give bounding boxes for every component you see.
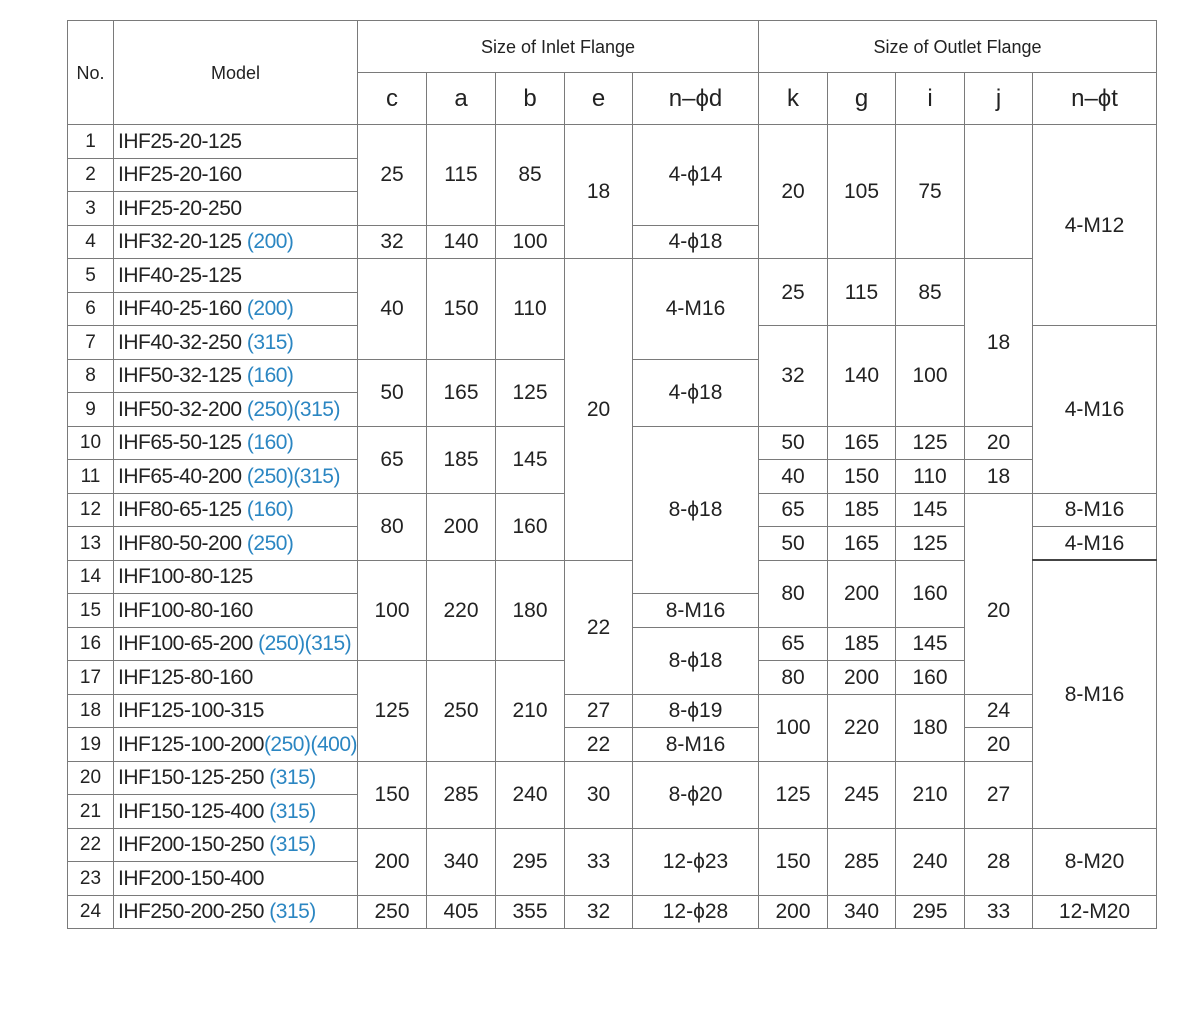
cell-j xyxy=(965,493,1033,527)
cell-k: 80 xyxy=(759,661,828,695)
header-i: i xyxy=(896,73,965,125)
row-number: 1 xyxy=(68,125,114,159)
model-variant: (250)(400) xyxy=(263,732,357,756)
model-base: IHF150-125-250 xyxy=(118,766,270,790)
model-cell xyxy=(114,125,358,159)
cell-g: 185 xyxy=(828,493,896,527)
cell-j: 28 xyxy=(965,828,1033,895)
cell-k: 50 xyxy=(759,527,828,561)
model-cell xyxy=(114,661,358,695)
row-number: 18 xyxy=(68,694,114,728)
cell-k: 65 xyxy=(759,493,828,527)
row-number: 14 xyxy=(68,560,114,594)
cell-i: 110 xyxy=(896,460,965,494)
model-cell xyxy=(114,862,358,896)
row-number: 22 xyxy=(68,828,114,862)
cell-g: 285 xyxy=(828,828,896,895)
model-base: IHF125-100-315 xyxy=(118,699,264,723)
row-number: 7 xyxy=(68,326,114,360)
cell-nd: 4-ϕ14 xyxy=(633,125,759,226)
row-number: 16 xyxy=(68,627,114,661)
header-inlet-flange: Size of Inlet Flange xyxy=(358,21,759,73)
row-number: 17 xyxy=(68,661,114,695)
model-cell xyxy=(114,192,358,226)
cell-i: 100 xyxy=(896,326,965,427)
header-n-phi-d: n–ϕd xyxy=(633,73,759,125)
model-cell xyxy=(114,359,358,393)
cell-c: 50 xyxy=(358,359,427,426)
model-variant: (200) xyxy=(246,297,294,321)
model-base: IHF40-25-160 xyxy=(118,297,247,321)
row-number: 19 xyxy=(68,728,114,762)
model-variant: (160) xyxy=(246,364,294,388)
model-cell xyxy=(114,527,358,561)
cell-b: 295 xyxy=(496,828,565,895)
cell-b: 160 xyxy=(496,493,565,560)
model-cell xyxy=(114,259,358,293)
model-base: IHF150-125-400 xyxy=(118,799,270,823)
model-base: IHF80-50-200 xyxy=(118,531,247,555)
cell-g: 105 xyxy=(828,125,896,259)
model-variant: (160) xyxy=(246,431,294,455)
cell-i: 145 xyxy=(896,493,965,527)
cell-c: 100 xyxy=(358,560,427,661)
cell-g: 140 xyxy=(828,326,896,427)
row-number: 6 xyxy=(68,292,114,326)
cell-nd: 4-ϕ18 xyxy=(633,225,759,259)
model-variant: (160) xyxy=(246,498,294,522)
cell-g: 165 xyxy=(828,527,896,561)
model-base: IHF32-20-125 xyxy=(118,230,247,254)
model-base: IHF200-150-250 xyxy=(118,833,270,857)
cell-a: 405 xyxy=(427,895,496,929)
model-cell xyxy=(114,895,358,929)
model-base: IHF50-32-200 xyxy=(118,397,247,421)
cell-nt: 8-M16 xyxy=(1033,560,1157,828)
cell-k: 40 xyxy=(759,460,828,494)
table-row xyxy=(68,728,1157,762)
cell-a: 285 xyxy=(427,761,496,828)
model-cell xyxy=(114,627,358,661)
header-b: b xyxy=(496,73,565,125)
cell-i: 295 xyxy=(896,895,965,929)
table-row xyxy=(68,259,1157,293)
cell-j: 24 xyxy=(965,694,1033,728)
cell-nt: 8-M16 xyxy=(1033,493,1157,527)
cell-nd: 4-ϕ18 xyxy=(633,359,759,426)
cell-g: 115 xyxy=(828,259,896,326)
cell-j: 18 xyxy=(965,460,1033,494)
model-variant: (315) xyxy=(269,833,316,857)
model-variant: (200) xyxy=(246,230,294,254)
cell-e: 20 xyxy=(565,259,633,561)
model-base: IHF25-20-250 xyxy=(118,196,242,220)
header-n-phi-t: n–ϕt xyxy=(1033,73,1157,125)
header-outlet-flange: Size of Outlet Flange xyxy=(759,21,1157,73)
cell-k: 25 xyxy=(759,259,828,326)
header-k: k xyxy=(759,73,828,125)
cell-i: 145 xyxy=(896,627,965,661)
model-base: IHF200-150-400 xyxy=(118,866,264,890)
model-variant: (315) xyxy=(269,900,316,924)
cell-g: 165 xyxy=(828,426,896,460)
model-cell xyxy=(114,426,358,460)
row-number: 24 xyxy=(68,895,114,929)
model-base: IHF100-80-125 xyxy=(118,565,253,589)
model-cell xyxy=(114,326,358,360)
model-base: IHF125-100-200 xyxy=(118,732,264,756)
cell-nd: 8-ϕ19 xyxy=(633,694,759,728)
cell-nt: 8-M20 xyxy=(1033,828,1157,895)
table-row xyxy=(68,694,1157,728)
row-number: 4 xyxy=(68,225,114,259)
model-base: IHF65-40-200 xyxy=(118,464,247,488)
cell-k: 125 xyxy=(759,761,828,828)
cell-b: 240 xyxy=(496,761,565,828)
header-j: j xyxy=(965,73,1033,125)
cell-e: 22 xyxy=(565,560,633,694)
cell-nd: 12-ϕ28 xyxy=(633,895,759,929)
row-number: 13 xyxy=(68,527,114,561)
model-cell xyxy=(114,761,358,795)
cell-a: 250 xyxy=(427,661,496,762)
cell-nt: 4-M12 xyxy=(1033,125,1157,326)
model-variant: (315) xyxy=(269,799,316,823)
cell-nd: 12-ϕ23 xyxy=(633,828,759,895)
cell-nd: 8-ϕ20 xyxy=(633,761,759,828)
model-cell xyxy=(114,728,358,762)
cell-e: 27 xyxy=(565,694,633,728)
cell-i: 160 xyxy=(896,560,965,627)
table-row xyxy=(68,828,1157,862)
cell-i: 240 xyxy=(896,828,965,895)
cell-nd: 8-ϕ18 xyxy=(633,627,759,694)
cell-e: 30 xyxy=(565,761,633,828)
model-base: IHF40-25-125 xyxy=(118,263,242,287)
cell-j: 18 xyxy=(965,259,1033,427)
flange-size-table xyxy=(67,20,1157,929)
row-number: 5 xyxy=(68,259,114,293)
model-base: IHF125-80-160 xyxy=(118,665,253,689)
cell-a: 140 xyxy=(427,225,496,259)
row-number: 15 xyxy=(68,594,114,628)
cell-k: 50 xyxy=(759,426,828,460)
cell-j: 33 xyxy=(965,895,1033,929)
cell-g: 245 xyxy=(828,761,896,828)
cell-c: 32 xyxy=(358,225,427,259)
model-cell xyxy=(114,460,358,494)
model-cell xyxy=(114,158,358,192)
cell-k: 65 xyxy=(759,627,828,661)
cell-k: 80 xyxy=(759,560,828,627)
cell-b: 180 xyxy=(496,560,565,661)
cell-i: 75 xyxy=(896,125,965,259)
model-cell xyxy=(114,493,358,527)
row-number: 9 xyxy=(68,393,114,427)
cell-i: 85 xyxy=(896,259,965,326)
model-base: IHF25-20-125 xyxy=(118,129,242,153)
row-number: 2 xyxy=(68,158,114,192)
model-cell xyxy=(114,393,358,427)
cell-k: 100 xyxy=(759,694,828,761)
cell-i: 210 xyxy=(896,761,965,828)
cell-k: 20 xyxy=(759,125,828,259)
row-number: 10 xyxy=(68,426,114,460)
cell-j: 27 xyxy=(965,761,1033,828)
cell-nt: 12-M20 xyxy=(1033,895,1157,929)
cell-b: 100 xyxy=(496,225,565,259)
model-base: IHF80-65-125 xyxy=(118,498,247,522)
header-c: c xyxy=(358,73,427,125)
cell-k: 150 xyxy=(759,828,828,895)
cell-a: 185 xyxy=(427,426,496,493)
cell-j: 20 xyxy=(965,728,1033,762)
cell-a: 340 xyxy=(427,828,496,895)
model-base: IHF50-32-125 xyxy=(118,364,247,388)
header-model: Model xyxy=(114,21,358,125)
cell-c: 25 xyxy=(358,125,427,226)
cell-b: 125 xyxy=(496,359,565,426)
model-cell xyxy=(114,694,358,728)
cell-e: 18 xyxy=(565,125,633,259)
model-base: IHF100-65-200 xyxy=(118,632,259,656)
cell-b: 210 xyxy=(496,661,565,762)
header-no: No. xyxy=(68,21,114,125)
model-base: IHF250-200-250 xyxy=(118,900,270,924)
cell-g: 150 xyxy=(828,460,896,494)
model-cell xyxy=(114,795,358,829)
row-number: 21 xyxy=(68,795,114,829)
cell-nd: 8-M16 xyxy=(633,728,759,762)
cell-nd: 8-M16 xyxy=(633,594,759,628)
cell-a: 200 xyxy=(427,493,496,560)
cell-nd: 4-M16 xyxy=(633,259,759,360)
cell-b: 355 xyxy=(496,895,565,929)
cell-nt: 4-M16 xyxy=(1033,527,1157,561)
row-number: 23 xyxy=(68,862,114,896)
cell-g: 340 xyxy=(828,895,896,929)
cell-a: 220 xyxy=(427,560,496,661)
row-number: 20 xyxy=(68,761,114,795)
cell-a: 115 xyxy=(427,125,496,226)
table-row xyxy=(68,125,1157,159)
header-a: a xyxy=(427,73,496,125)
cell-e: 22 xyxy=(565,728,633,762)
cell-j: 20 xyxy=(965,426,1033,460)
cell-c: 150 xyxy=(358,761,427,828)
cell-g: 220 xyxy=(828,694,896,761)
cell-b: 110 xyxy=(496,259,565,360)
cell-b: 145 xyxy=(496,426,565,493)
cell-e: 32 xyxy=(565,895,633,929)
row-number: 12 xyxy=(68,493,114,527)
model-variant: (315) xyxy=(269,766,316,790)
table-row xyxy=(68,761,1157,795)
cell-j: 20 xyxy=(965,527,1033,695)
cell-j xyxy=(965,125,1033,259)
cell-a: 165 xyxy=(427,359,496,426)
model-cell xyxy=(114,560,358,594)
table-row xyxy=(68,895,1157,929)
cell-i: 125 xyxy=(896,426,965,460)
cell-e: 33 xyxy=(565,828,633,895)
model-base: IHF100-80-160 xyxy=(118,598,253,622)
cell-c: 80 xyxy=(358,493,427,560)
header-g: g xyxy=(828,73,896,125)
cell-b: 85 xyxy=(496,125,565,226)
cell-k: 32 xyxy=(759,326,828,427)
cell-c: 250 xyxy=(358,895,427,929)
cell-nd: 8-ϕ18 xyxy=(633,426,759,594)
row-number: 8 xyxy=(68,359,114,393)
cell-k: 200 xyxy=(759,895,828,929)
cell-g: 200 xyxy=(828,560,896,627)
model-variant: (250)(315) xyxy=(246,397,340,421)
model-cell xyxy=(114,594,358,628)
model-cell xyxy=(114,828,358,862)
cell-c: 65 xyxy=(358,426,427,493)
cell-a: 150 xyxy=(427,259,496,360)
row-number: 11 xyxy=(68,460,114,494)
cell-nt: 4-M16 xyxy=(1033,326,1157,494)
cell-c: 40 xyxy=(358,259,427,360)
model-cell xyxy=(114,292,358,326)
cell-c: 125 xyxy=(358,661,427,762)
cell-i: 160 xyxy=(896,661,965,695)
header-e: e xyxy=(565,73,633,125)
cell-i: 180 xyxy=(896,694,965,761)
model-base: IHF25-20-160 xyxy=(118,163,242,187)
model-variant: (250)(315) xyxy=(258,632,352,656)
cell-c: 200 xyxy=(358,828,427,895)
model-base: IHF65-50-125 xyxy=(118,431,247,455)
cell-g: 200 xyxy=(828,661,896,695)
model-cell xyxy=(114,225,358,259)
model-variant: (250) xyxy=(246,531,294,555)
model-base: IHF40-32-250 xyxy=(118,330,247,354)
model-variant: (315) xyxy=(246,330,294,354)
cell-i: 125 xyxy=(896,527,965,561)
row-number: 3 xyxy=(68,192,114,226)
cell-g: 185 xyxy=(828,627,896,661)
model-variant: (250)(315) xyxy=(246,464,340,488)
